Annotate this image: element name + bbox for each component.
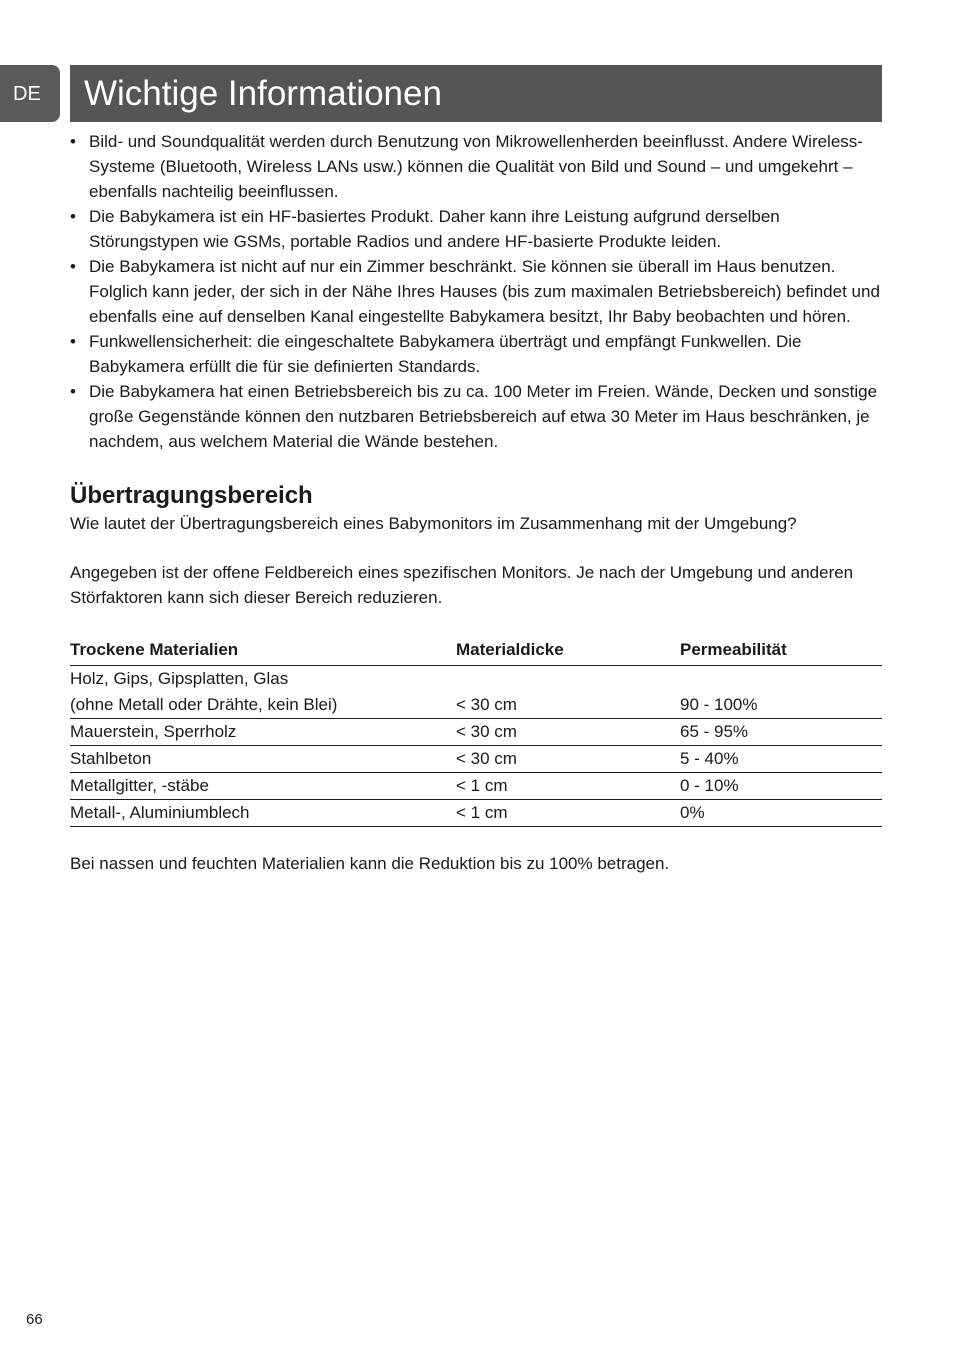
bullet-icon: • [70,257,76,276]
list-item [70,129,882,204]
section-heading: Übertragungsbereich [70,482,313,509]
footer-note: Bei nassen und feuchten Materialien kann die Reduktion bis zu 100% betragen. [70,854,670,873]
material-line: Holz, Gips, Gipsplatten, Glas [70,669,289,688]
bullet-text: Die Babykamera ist nicht auf nur ein Zimmer beschränkt. Sie können sie überall im Haus benutzen. Folglich kann jeder, der sich in der Nähe Ihres Hauses (bis zum maximalen Betriebsbereich) befindet und ebenfalls eine auf denselben Kanal eingestellte Babykamera besitzt, Ihr Baby beobachten und hören. [89,257,880,326]
info-bullet-list [70,129,882,454]
section-question: Wie lautet der Übertragungsbereich eines Babymonitors im Zusammenhang mit der Umgebung? [70,514,797,533]
table-row [70,719,882,746]
column-header-thickness: Materialdicke [456,637,680,666]
column-header-permeability: Permeabilität [680,637,882,666]
material-cell: Stahlbeton [70,746,456,773]
permeability-cell: 5 - 40% [680,746,882,773]
list-item [70,254,882,329]
material-cell: Metall-, Aluminiumblech [70,800,456,827]
thickness-cell: < 1 cm [456,773,680,800]
list-item [70,204,882,254]
thickness-cell: < 30 cm [456,719,680,746]
bullet-text: Funkwellensicherheit: die eingeschaltete Babykamera überträgt und empfängt Funkwellen. Die Babykamera erfüllt die für sie definierten Standards. [89,332,802,376]
page-title: Wichtige Informationen [70,65,882,122]
bullet-text: Bild- und Soundqualität werden durch Benutzung von Mikrowellenherden beeinflusst. Andere Wireless-Systeme (Bluetooth, Wireless LANs usw.) können die Qualität von Bild und Sound – und umgekehrt – ebenfalls nachteilig beeinflussen. [89,132,863,201]
list-item [70,379,882,454]
thickness-cell: < 1 cm [456,800,680,827]
table-row [70,773,882,800]
bullet-icon: • [70,332,76,351]
table-row [70,666,882,719]
list-item [70,329,882,379]
materials-table [70,637,882,827]
table-header-row [70,637,882,666]
permeability-cell: 0 - 10% [680,773,882,800]
thickness-cell: < 30 cm [456,666,680,719]
material-cell [70,666,456,719]
bullet-icon: • [70,382,76,401]
material-line: (ohne Metall oder Drähte, kein Blei) [70,695,338,714]
main-content [70,129,882,876]
material-cell: Metallgitter, -stäbe [70,773,456,800]
permeability-cell: 90 - 100% [680,666,882,719]
permeability-cell: 0% [680,800,882,827]
permeability-cell: 65 - 95% [680,719,882,746]
section-answer: Angegeben ist der offene Feldbereich eines spezifischen Monitors. Je nach der Umgebung und anderen Störfaktoren kann sich dieser Bereich reduzieren. [70,563,854,607]
table-row [70,800,882,827]
table-row [70,746,882,773]
thickness-cell: < 30 cm [456,746,680,773]
bullet-icon: • [70,132,76,151]
bullet-text: Die Babykamera ist ein HF-basiertes Produkt. Daher kann ihre Leistung aufgrund derselben Störungstypen wie GSMs, portable Radios und andere HF-basierte Produkte leiden. [89,207,780,251]
language-tab: DE [0,65,60,122]
bullet-text: Die Babykamera hat einen Betriebsbereich bis zu ca. 100 Meter im Freien. Wände, Decken und sonstige große Gegenstände können den nutzbaren Betriebsbereich auf etwa 30 Meter im Haus beschränken, je nachdem, aus welchem Material die Wände bestehen. [89,382,878,451]
page-number: 66 [26,1311,43,1328]
material-cell: Mauerstein, Sperrholz [70,719,456,746]
column-header-material: Trockene Materialien [70,637,456,666]
bullet-icon: • [70,207,76,226]
